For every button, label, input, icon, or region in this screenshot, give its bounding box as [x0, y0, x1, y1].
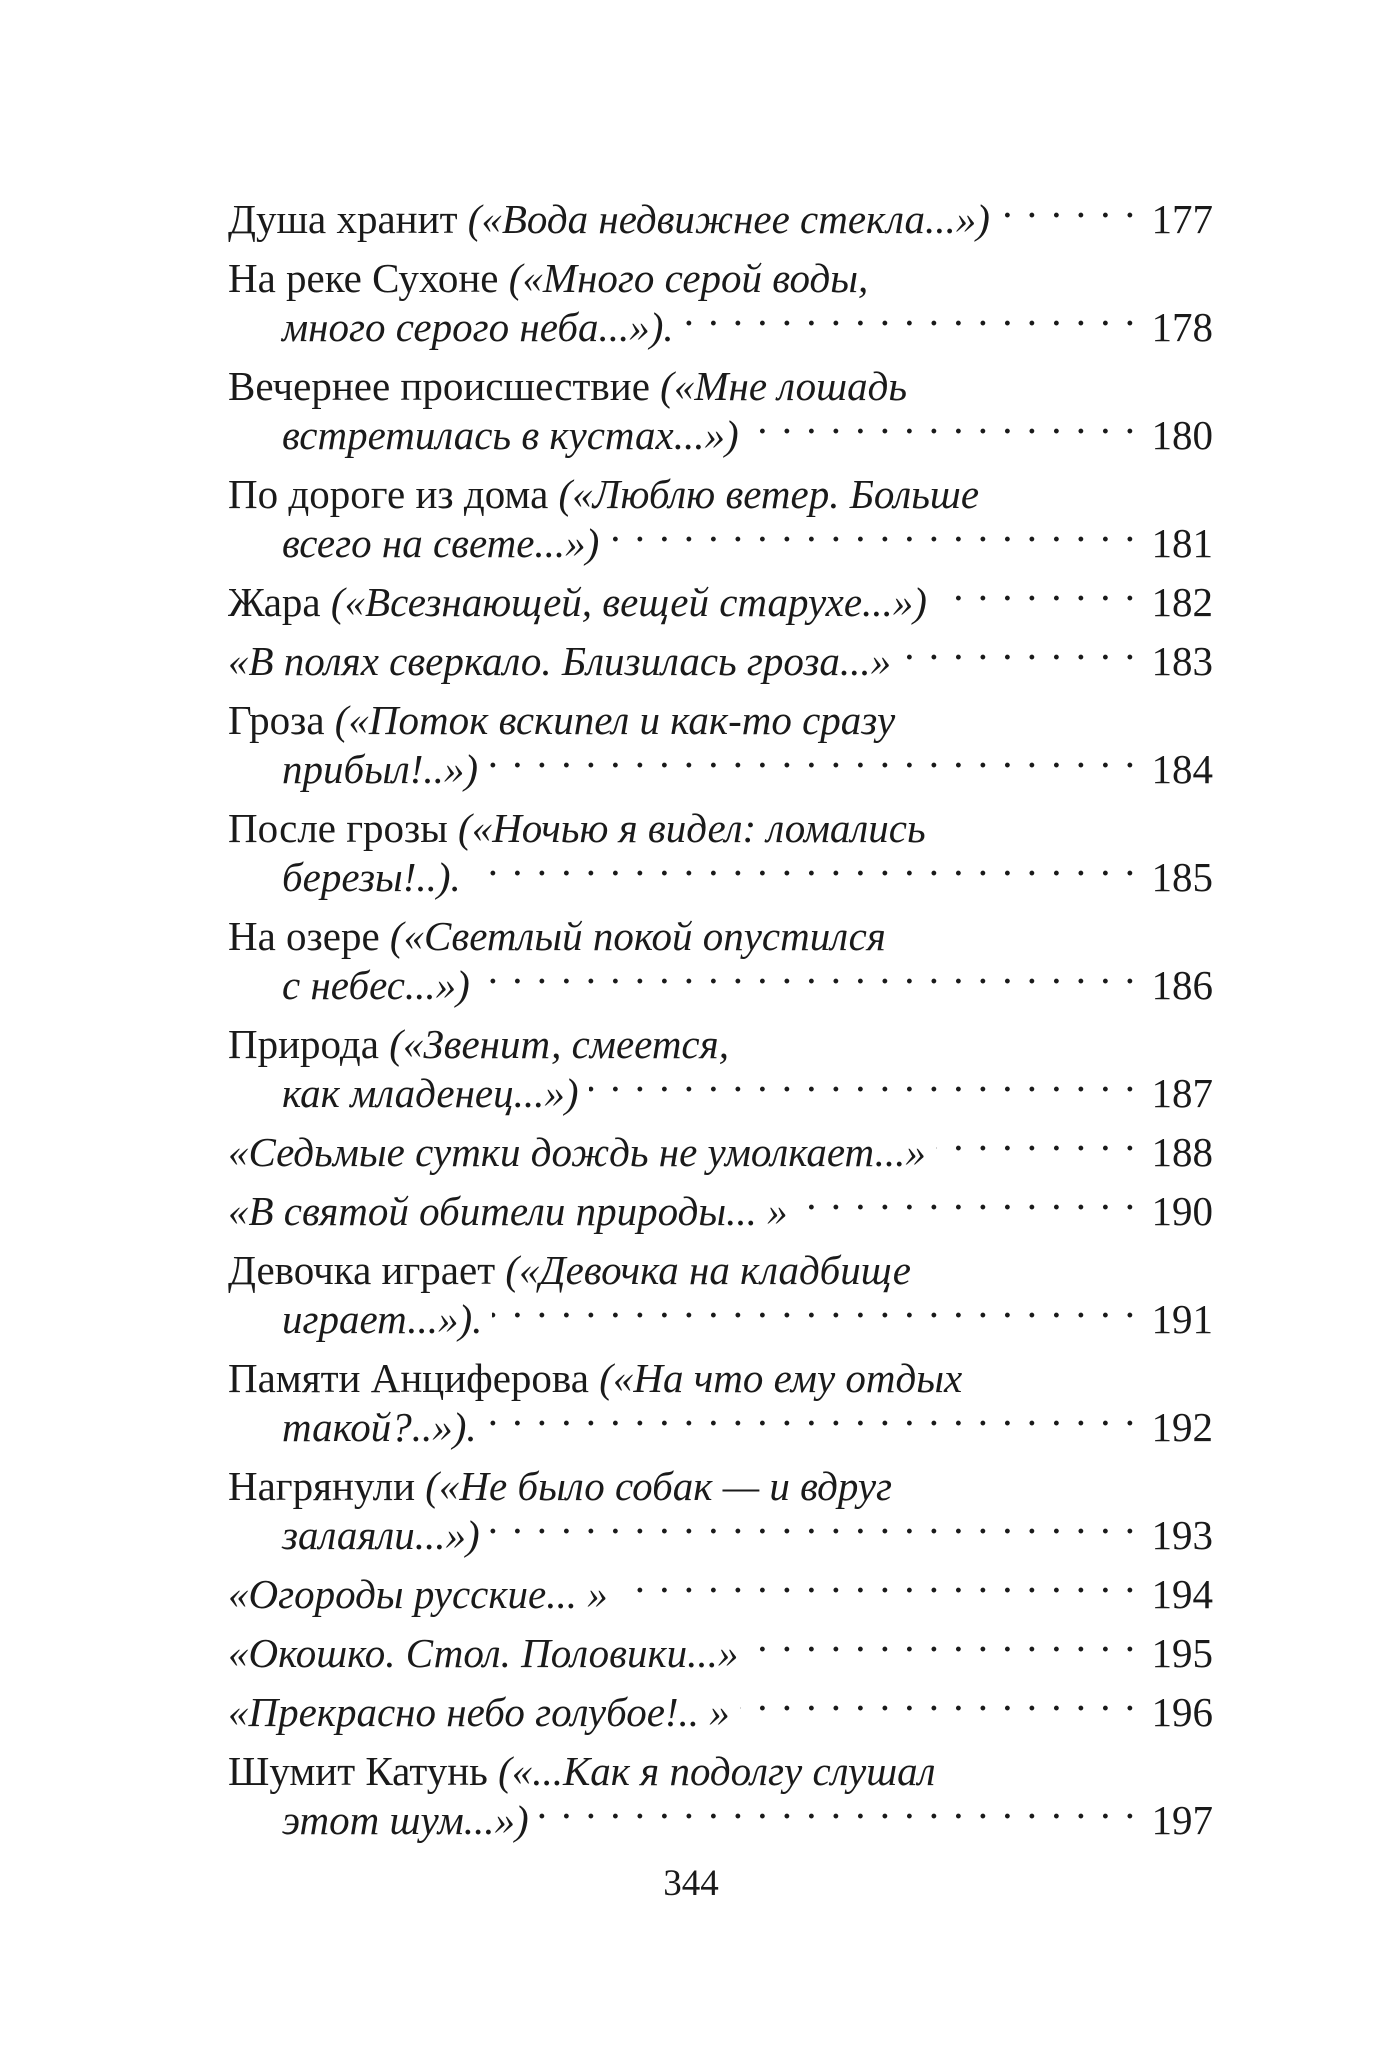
entry-first-line: много серого неба...»).	[282, 304, 674, 350]
toc-line	[228, 632, 1213, 691]
entry-first-line: прибыл!..»)	[282, 746, 479, 792]
dot-leader	[589, 1066, 1137, 1107]
toc-line	[228, 190, 1213, 249]
toc-line	[228, 1457, 1213, 1509]
entry-first-line: с небес...»)	[282, 962, 470, 1008]
entry-page-number: 195	[1151, 1630, 1213, 1676]
entry-first-line: («...Как я подолгу слушал	[498, 1748, 936, 1794]
entry-first-line: залаяли...»)	[282, 1512, 480, 1558]
entry-first-line: играет...»).	[282, 1296, 483, 1342]
entry-page-number: 181	[1151, 520, 1213, 566]
entry-title: По дороге из дома	[228, 471, 559, 517]
toc-line	[228, 691, 1213, 743]
entry-first-line: такой?..»).	[282, 1404, 477, 1450]
toc-line	[228, 1241, 1213, 1293]
dot-leader	[901, 634, 1137, 675]
entry-page-number: 180	[1151, 412, 1213, 458]
toc-line	[228, 1506, 1213, 1565]
toc-line	[228, 907, 1213, 959]
toc-line	[228, 357, 1213, 409]
toc-line	[228, 298, 1213, 357]
dot-leader	[618, 1567, 1137, 1608]
toc-entry	[228, 907, 1213, 1015]
entry-first-line: березы!..).	[282, 854, 461, 900]
toc-entry	[228, 691, 1213, 799]
entry-title: После грозы	[228, 805, 459, 851]
toc-entry	[228, 357, 1213, 465]
entry-first-line: «Седьмые сутки дождь не умолкает...»	[228, 1129, 926, 1175]
toc-entry	[228, 1241, 1213, 1349]
dot-leader	[609, 516, 1137, 557]
entry-page-number: 178	[1151, 304, 1213, 350]
toc-line	[228, 249, 1213, 301]
entry-first-line: как младенец...»)	[282, 1070, 579, 1116]
toc-line	[228, 1742, 1213, 1794]
entry-page-number: 182	[1151, 579, 1213, 625]
toc-line	[228, 1182, 1213, 1241]
entry-page-number: 193	[1151, 1512, 1213, 1558]
dot-leader	[798, 1184, 1137, 1225]
entry-page-number: 177	[1151, 196, 1213, 242]
entry-first-line: «Огороды русские... »	[228, 1571, 608, 1617]
dot-leader	[488, 742, 1137, 783]
entry-first-line: («Ночью я видел: ломались	[458, 805, 926, 851]
toc-line	[228, 1565, 1213, 1624]
toc-entry	[228, 1182, 1213, 1241]
toc-line	[228, 1015, 1213, 1067]
entry-title: Вечернее происшествие	[228, 363, 661, 409]
dot-leader	[471, 850, 1137, 891]
toc-line	[228, 1683, 1213, 1742]
entry-first-line: («Мне лошадь	[660, 363, 907, 409]
entry-title: Душа хранит	[228, 196, 468, 242]
entry-first-line: «Прекрасно небо голубое!.. »	[228, 1689, 730, 1735]
toc-entry	[228, 1742, 1213, 1850]
toc-entry	[228, 190, 1213, 249]
entry-page-number: 185	[1151, 854, 1213, 900]
entry-first-line: («Всезнающей, вещей старухе...»)	[330, 579, 927, 625]
toc-entry	[228, 1565, 1213, 1624]
entry-page-number: 197	[1151, 1797, 1213, 1843]
entry-title: Шумит Катунь	[228, 1748, 499, 1794]
entry-title: На реке Сухоне	[228, 255, 509, 301]
entry-page-number: 194	[1151, 1571, 1213, 1617]
dot-leader	[749, 408, 1137, 449]
dot-leader	[740, 1685, 1137, 1726]
entry-first-line: («Не было собак — и вдруг	[425, 1463, 893, 1509]
toc-line	[228, 1398, 1213, 1457]
entry-page-number: 190	[1151, 1188, 1213, 1234]
entry-first-line: «Окошко. Стол. Половики...»	[228, 1630, 739, 1676]
toc-entry	[228, 1123, 1213, 1182]
entry-title: Гроза	[228, 697, 335, 743]
toc-line	[228, 956, 1213, 1015]
dot-leader	[937, 575, 1137, 616]
table-of-contents	[228, 190, 1213, 1850]
toc-line	[228, 1064, 1213, 1123]
entry-first-line: («На что ему отдых	[599, 1355, 963, 1401]
toc-line	[228, 1349, 1213, 1401]
dot-leader	[748, 1626, 1137, 1667]
toc-entry	[228, 1015, 1213, 1123]
dot-leader	[487, 1400, 1137, 1441]
toc-line	[228, 848, 1213, 907]
entry-first-line: «В святой обители природы... »	[228, 1188, 788, 1234]
entry-page-number: 196	[1151, 1689, 1213, 1735]
toc-line	[228, 465, 1213, 517]
entry-first-line: («Звенит, смеется,	[389, 1021, 729, 1067]
entry-page-number: 183	[1151, 638, 1213, 684]
entry-first-line: («Светлый покой опустился	[389, 913, 886, 959]
entry-page-number: 191	[1151, 1296, 1213, 1342]
entry-title: Девочка играет	[228, 1247, 506, 1293]
entry-first-line: («Девочка на кладбище	[505, 1247, 911, 1293]
toc-entry	[228, 1683, 1213, 1742]
entry-title: Памяти Анциферова	[228, 1355, 600, 1401]
dot-leader	[936, 1125, 1137, 1166]
toc-line	[228, 740, 1213, 799]
dot-leader	[480, 958, 1137, 999]
dot-leader	[1000, 192, 1137, 233]
page-number: 344	[663, 1863, 719, 1904]
toc-entry	[228, 249, 1213, 357]
entry-first-line: всего на свете...»)	[282, 520, 600, 566]
entry-first-line: («Много серой воды,	[508, 255, 869, 301]
toc-line	[228, 1123, 1213, 1182]
toc-line	[228, 406, 1213, 465]
entry-page-number: 186	[1151, 962, 1213, 1008]
toc-entry	[228, 1457, 1213, 1565]
toc-entry	[228, 573, 1213, 632]
toc-entry	[228, 799, 1213, 907]
entry-title: Жара	[228, 579, 331, 625]
dot-leader	[539, 1793, 1137, 1834]
entry-title: На озере	[228, 913, 390, 959]
toc-entry	[228, 632, 1213, 691]
toc-line	[228, 1290, 1213, 1349]
entry-page-number: 187	[1151, 1070, 1213, 1116]
entry-first-line: этот шум...»)	[282, 1797, 529, 1843]
entry-first-line: («Поток вскипел и как-то сразу	[334, 697, 896, 743]
entry-page-number: 192	[1151, 1404, 1213, 1450]
entry-title: Природа	[228, 1021, 390, 1067]
entry-first-line: («Вода недвижнее стекла...»)	[467, 196, 990, 242]
entry-first-line: («Люблю ветер. Больше	[558, 471, 980, 517]
toc-line	[228, 514, 1213, 573]
toc-entry	[228, 1624, 1213, 1683]
toc-line	[228, 799, 1213, 851]
entry-first-line: встретилась в кустах...»)	[282, 412, 739, 458]
entry-title: Нагрянули	[228, 1463, 426, 1509]
dot-leader	[492, 1292, 1137, 1333]
toc-line	[228, 1624, 1213, 1683]
entry-first-line: «В полях сверкало. Близилась гроза...»	[228, 638, 892, 684]
entry-page-number: 184	[1151, 746, 1213, 792]
dot-leader	[684, 300, 1137, 341]
toc-line	[228, 1791, 1213, 1850]
toc-entry	[228, 465, 1213, 573]
toc-entry	[228, 1349, 1213, 1457]
dot-leader	[490, 1508, 1137, 1549]
entry-page-number: 188	[1151, 1129, 1213, 1175]
toc-line	[228, 573, 1213, 632]
